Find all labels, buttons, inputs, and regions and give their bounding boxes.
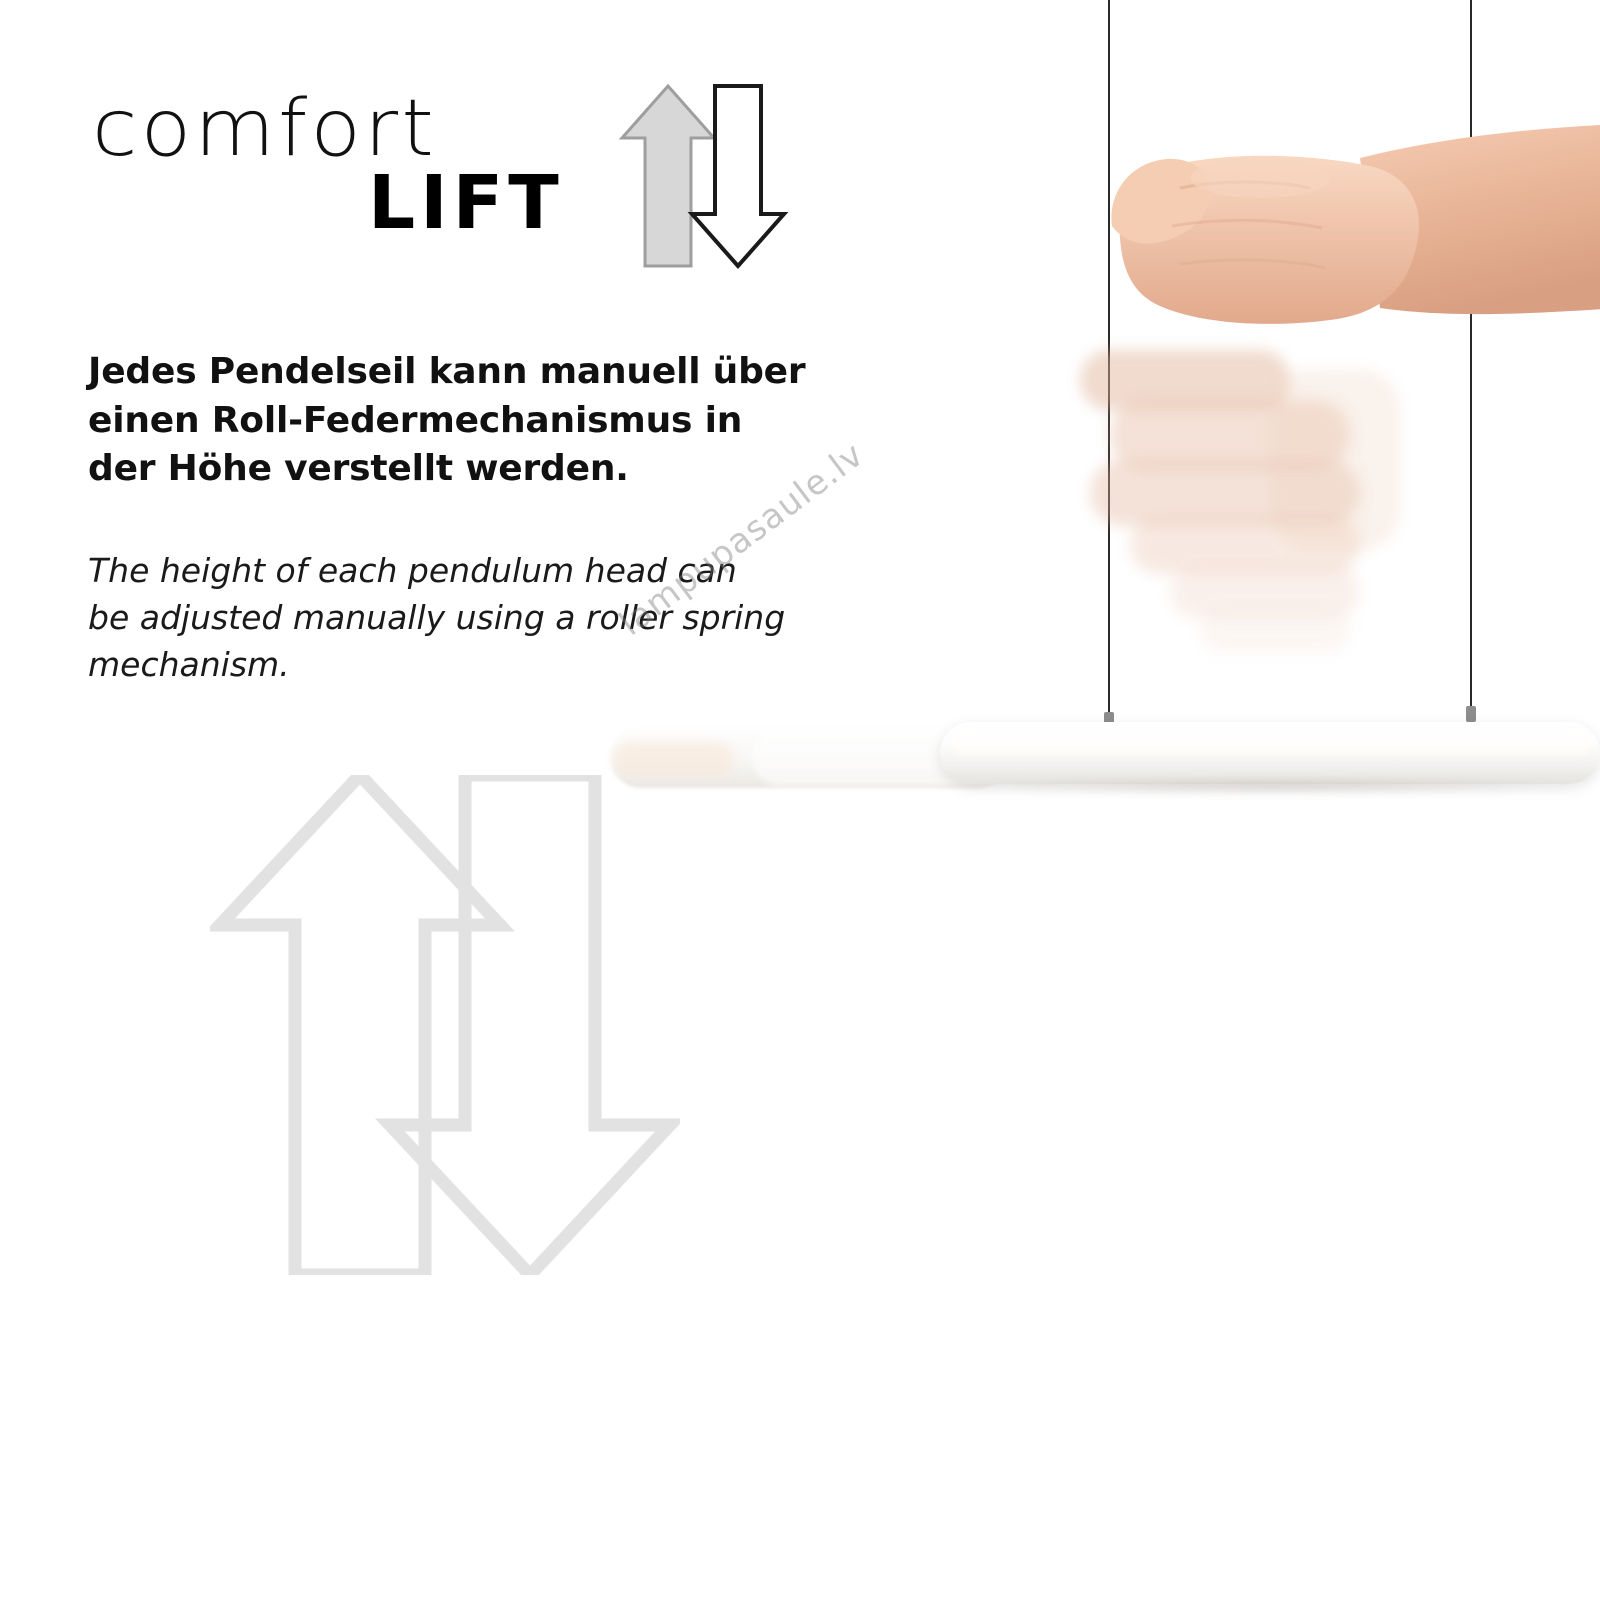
lamp-tube-shadow xyxy=(960,778,1580,794)
up-down-arrows-icon xyxy=(616,80,796,270)
hand-illustration xyxy=(1060,118,1600,438)
headline-de: Jedes Pendelseil kann manuell über einen Roll-Federmechanismus in der Höhe verstellt werden. xyxy=(88,351,806,490)
cable-mount-left xyxy=(1104,712,1114,728)
cable-mount-right xyxy=(1466,706,1476,722)
logo-word-comfort: comfort xyxy=(92,84,437,174)
lamp-tube-ghost-cap xyxy=(614,742,734,776)
pendant-cable-left xyxy=(1108,0,1110,718)
site-watermark: lampupasaule.lv xyxy=(612,434,872,644)
subline-en: The height of each pendulum head can be adjusted manually using a roller spring mechanism. xyxy=(88,551,786,684)
logo-word-lift: LIFT xyxy=(368,160,564,246)
up-down-arrows-watermark-icon xyxy=(210,775,680,1275)
comfort-lift-logo xyxy=(88,84,808,278)
lamp-tube xyxy=(940,722,1600,784)
motion-blur-streaks xyxy=(1070,330,1410,660)
pendant-cable-right xyxy=(1470,0,1472,712)
lamp-tube-ghost-secondary xyxy=(752,730,1072,786)
lamp-tube-highlight xyxy=(952,729,1592,755)
